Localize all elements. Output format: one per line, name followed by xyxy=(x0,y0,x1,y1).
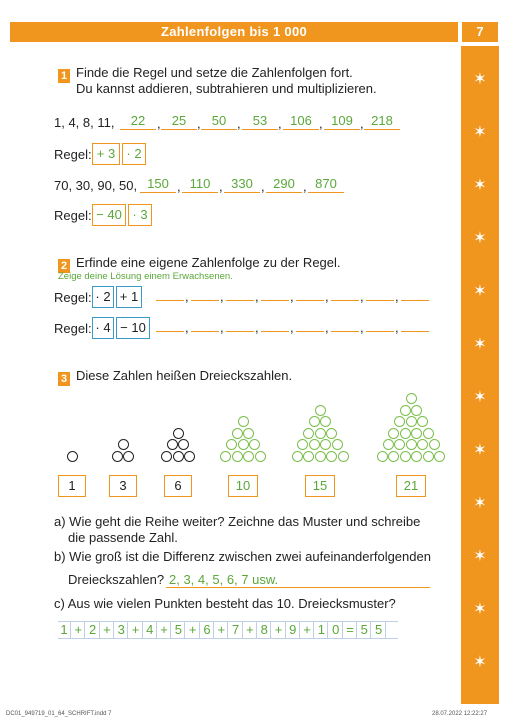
triangle-dot xyxy=(167,439,178,450)
triangle-dot xyxy=(388,428,399,439)
triangle-dot xyxy=(161,451,172,462)
triangle-dot xyxy=(309,416,320,427)
answer-grid-cell[interactable]: 0 xyxy=(330,622,343,638)
triangle-dot xyxy=(315,405,326,416)
comma: , xyxy=(360,116,364,131)
comma: , xyxy=(319,116,323,131)
triangle-dot xyxy=(315,451,326,462)
sequence1-answer[interactable]: 25 xyxy=(161,114,197,130)
triangle-dot xyxy=(303,451,314,462)
answer-blank[interactable] xyxy=(261,287,289,301)
answer-blank[interactable] xyxy=(366,318,394,332)
triangle-dot xyxy=(394,416,405,427)
triangle-dot xyxy=(184,451,195,462)
triangle-dot xyxy=(303,428,314,439)
comma: , xyxy=(185,320,189,335)
page-title: Zahlenfolgen bis 1 000 xyxy=(160,24,308,39)
task1-number-wrap xyxy=(58,66,70,84)
triangle-dot xyxy=(400,428,411,439)
comma: , xyxy=(325,289,329,304)
star-icon: ✶ xyxy=(473,601,487,618)
triangle-dot xyxy=(429,439,440,450)
comma: , xyxy=(395,289,399,304)
comma: , xyxy=(360,289,364,304)
comma: , xyxy=(290,289,294,304)
answer-grid-cell[interactable]: = xyxy=(344,622,357,638)
triangle-number-label[interactable]: 21 xyxy=(396,475,426,497)
triangle-dot xyxy=(388,451,399,462)
rule1-box[interactable]: + 3 xyxy=(92,143,120,165)
star-icon: ✶ xyxy=(473,71,487,88)
answer-grid-cell[interactable]: + xyxy=(301,622,314,638)
triangle-dot xyxy=(173,428,184,439)
answer-grid-bottom-line xyxy=(58,638,398,639)
answer-grid-cell[interactable]: 3 xyxy=(115,622,128,638)
answer-blank[interactable] xyxy=(156,287,184,301)
task3a-line2: die passende Zahl. xyxy=(68,530,178,545)
answer-blank[interactable] xyxy=(226,318,254,332)
answer-grid-cell[interactable]: + xyxy=(130,622,143,638)
triangle-dot xyxy=(67,451,78,462)
comma: , xyxy=(278,116,282,131)
star-icon: ✶ xyxy=(473,654,487,671)
page-number: 7 xyxy=(462,22,498,42)
sequence1-answer[interactable]: 106 xyxy=(283,114,319,130)
rule1-label: Regel: xyxy=(54,147,92,162)
comma: , xyxy=(219,179,223,194)
comma: , xyxy=(261,179,265,194)
task2-instruction: Erfinde eine eigene Zahlenfolge zu der Regel. xyxy=(76,255,341,270)
answer-blank[interactable] xyxy=(191,318,219,332)
triangle-dot xyxy=(243,428,254,439)
triangle-dot xyxy=(411,405,422,416)
triangle-dot xyxy=(243,451,254,462)
triangle-dot xyxy=(249,439,260,450)
task1-instruction-1: Finde die Regel und setze die Zahlenfolgen fort. xyxy=(76,65,353,80)
answer-blank[interactable] xyxy=(401,318,429,332)
star-icon: ✶ xyxy=(473,283,487,300)
task3b-answer[interactable]: 2, 3, 4, 5, 6, 7 usw. xyxy=(166,572,430,588)
triangle-number-label: 1 xyxy=(58,475,86,497)
task3-instruction: Diese Zahlen heißen Dreieckszahlen. xyxy=(76,368,293,383)
answer-blank[interactable] xyxy=(296,318,324,332)
sequence2-answer[interactable]: 870 xyxy=(308,177,344,193)
answer-blank[interactable] xyxy=(191,287,219,301)
triangle-dot xyxy=(238,416,249,427)
triangle-dot xyxy=(123,451,134,462)
star-icon: ✶ xyxy=(473,336,487,353)
comma: , xyxy=(185,289,189,304)
comma: , xyxy=(360,320,364,335)
rule2-box[interactable]: · 3 xyxy=(128,204,152,226)
star-icon: ✶ xyxy=(473,495,487,512)
answer-grid-cell[interactable]: 5 xyxy=(373,622,386,638)
comma: , xyxy=(220,320,224,335)
answer-grid-cell[interactable]: + xyxy=(158,622,171,638)
sequence2-answer[interactable]: 290 xyxy=(266,177,302,193)
answer-grid-cell[interactable]: 1 xyxy=(315,622,328,638)
answer-grid-cell[interactable]: + xyxy=(72,622,85,638)
task3-number: 3 xyxy=(58,372,70,386)
answer-blank[interactable] xyxy=(261,318,289,332)
sequence2-answer[interactable]: 330 xyxy=(224,177,260,193)
triangle-dot xyxy=(394,439,405,450)
triangle-dot xyxy=(434,451,445,462)
triangle-number-label: 3 xyxy=(109,475,137,497)
answer-blank[interactable] xyxy=(156,318,184,332)
rule2-box[interactable]: − 40 xyxy=(92,204,126,226)
rule-b-box: − 10 xyxy=(116,317,150,339)
task1-number: 1 xyxy=(58,69,70,83)
triangle-dot xyxy=(232,428,243,439)
star-icon: ✶ xyxy=(473,124,487,141)
sequence1-answer[interactable]: 22 xyxy=(120,114,156,130)
comma: , xyxy=(237,116,241,131)
comma: , xyxy=(255,320,259,335)
star-icon: ✶ xyxy=(473,389,487,406)
answer-grid-cell[interactable]: 5 xyxy=(172,622,185,638)
triangle-dot xyxy=(178,439,189,450)
answer-grid-cell[interactable]: 5 xyxy=(358,622,371,638)
task2-number: 2 xyxy=(58,259,70,273)
triangle-dot xyxy=(326,428,337,439)
triangle-dot xyxy=(320,416,331,427)
star-icon: ✶ xyxy=(473,548,487,565)
triangle-dot xyxy=(383,439,394,450)
answer-grid-cell[interactable]: 6 xyxy=(201,622,214,638)
footer-file: DC01_949719_01_64_SCHRIFT.indd 7 xyxy=(6,711,112,717)
answer-grid-cell[interactable]: + xyxy=(273,622,286,638)
task3b-line1: b) Wie groß ist die Differenz zwischen zwei aufeinanderfolgenden xyxy=(54,549,431,564)
comma: , xyxy=(197,116,201,131)
triangle-dot xyxy=(297,439,308,450)
triangle-dot xyxy=(255,451,266,462)
sequence1-answer[interactable]: 218 xyxy=(364,114,400,130)
rule-a-label: Regel: xyxy=(54,290,92,305)
footer-timestamp: 28.07.2022 12:22:27 xyxy=(432,711,488,717)
task1-instruction-2: Du kannst addieren, subtrahieren und multiplizieren. xyxy=(76,81,377,96)
rule-a-box: + 1 xyxy=(116,286,142,308)
title-bar xyxy=(10,22,458,42)
triangle-number-label[interactable]: 15 xyxy=(305,475,335,497)
rule-b-label: Regel: xyxy=(54,321,92,336)
comma: , xyxy=(303,179,307,194)
triangle-dot xyxy=(315,428,326,439)
triangle-dot xyxy=(411,451,422,462)
triangle-dot xyxy=(423,451,434,462)
triangle-dot xyxy=(406,393,417,404)
sequence2-answer[interactable]: 150 xyxy=(140,177,176,193)
task3-number-wrap xyxy=(58,369,70,387)
answer-grid-cell[interactable]: 8 xyxy=(258,622,271,638)
sidebar-stripe xyxy=(461,46,499,704)
answer-grid-cell[interactable]: 7 xyxy=(230,622,243,638)
answer-grid-cell[interactable]: 1 xyxy=(58,622,71,638)
triangle-dot xyxy=(411,428,422,439)
triangle-dot xyxy=(417,439,428,450)
answer-blank[interactable] xyxy=(226,287,254,301)
sequence1-answer[interactable]: 109 xyxy=(324,114,360,130)
triangle-dot xyxy=(377,451,388,462)
answer-grid-cell[interactable]: + xyxy=(187,622,200,638)
sequence1-answer[interactable]: 53 xyxy=(242,114,278,130)
comma: , xyxy=(395,320,399,335)
triangle-dot xyxy=(220,451,231,462)
comma: , xyxy=(157,116,161,131)
triangle-number-label[interactable]: 10 xyxy=(228,475,258,497)
answer-grid-cell[interactable]: 4 xyxy=(144,622,157,638)
triangle-dot xyxy=(423,428,434,439)
star-icon: ✶ xyxy=(473,177,487,194)
triangle-dot xyxy=(400,451,411,462)
triangle-dot xyxy=(292,451,303,462)
triangle-dot xyxy=(173,451,184,462)
triangle-dot xyxy=(232,451,243,462)
triangle-dot xyxy=(118,439,129,450)
answer-blank[interactable] xyxy=(366,287,394,301)
triangle-dot xyxy=(238,439,249,450)
answer-blank[interactable] xyxy=(401,287,429,301)
rule-a-box: · 2 xyxy=(92,286,114,308)
comma: , xyxy=(220,289,224,304)
triangle-dot xyxy=(332,439,343,450)
answer-grid-cell[interactable]: + xyxy=(101,622,114,638)
triangle-dot xyxy=(326,451,337,462)
sequence2-given: 70, 30, 90, 50, xyxy=(54,178,138,193)
rule-b-box: · 4 xyxy=(92,317,114,339)
triangle-dot xyxy=(112,451,123,462)
answer-grid-cell[interactable]: 9 xyxy=(287,622,300,638)
rule1-box[interactable]: · 2 xyxy=(122,143,146,165)
triangle-dot xyxy=(406,439,417,450)
triangle-dot xyxy=(400,405,411,416)
triangle-dot xyxy=(417,416,428,427)
triangle-dot xyxy=(226,439,237,450)
comma: , xyxy=(325,320,329,335)
triangle-dot xyxy=(338,451,349,462)
task2-note: Zeige deine Lösung einem Erwachsenen. xyxy=(58,271,233,282)
triangle-dot xyxy=(309,439,320,450)
task3b-line2: Dreieckszahlen? xyxy=(68,572,165,587)
triangle-dot xyxy=(406,416,417,427)
answer-grid-cell[interactable]: + xyxy=(215,622,228,638)
task3c-line: c) Aus wie vielen Punkten besteht das 10. Dreiecksmuster? xyxy=(54,596,396,611)
star-icon: ✶ xyxy=(473,442,487,459)
sequence1-answer[interactable]: 50 xyxy=(201,114,237,130)
rule2-label: Regel: xyxy=(54,208,92,223)
answer-grid-cell[interactable]: 2 xyxy=(87,622,100,638)
answer-blank[interactable] xyxy=(296,287,324,301)
comma: , xyxy=(177,179,181,194)
task3a-line1: a) Wie geht die Reihe weiter? Zeichne das Muster und schreibe xyxy=(54,514,421,529)
triangle-dot xyxy=(320,439,331,450)
sequence1-given: 1, 4, 8, 11, xyxy=(54,115,115,130)
star-icon: ✶ xyxy=(473,230,487,247)
comma: , xyxy=(290,320,294,335)
answer-blank[interactable] xyxy=(331,287,359,301)
sequence2-answer[interactable]: 110 xyxy=(182,177,218,193)
triangle-number-label: 6 xyxy=(164,475,192,497)
answer-blank[interactable] xyxy=(331,318,359,332)
comma: , xyxy=(255,289,259,304)
answer-grid-cell[interactable]: + xyxy=(244,622,257,638)
